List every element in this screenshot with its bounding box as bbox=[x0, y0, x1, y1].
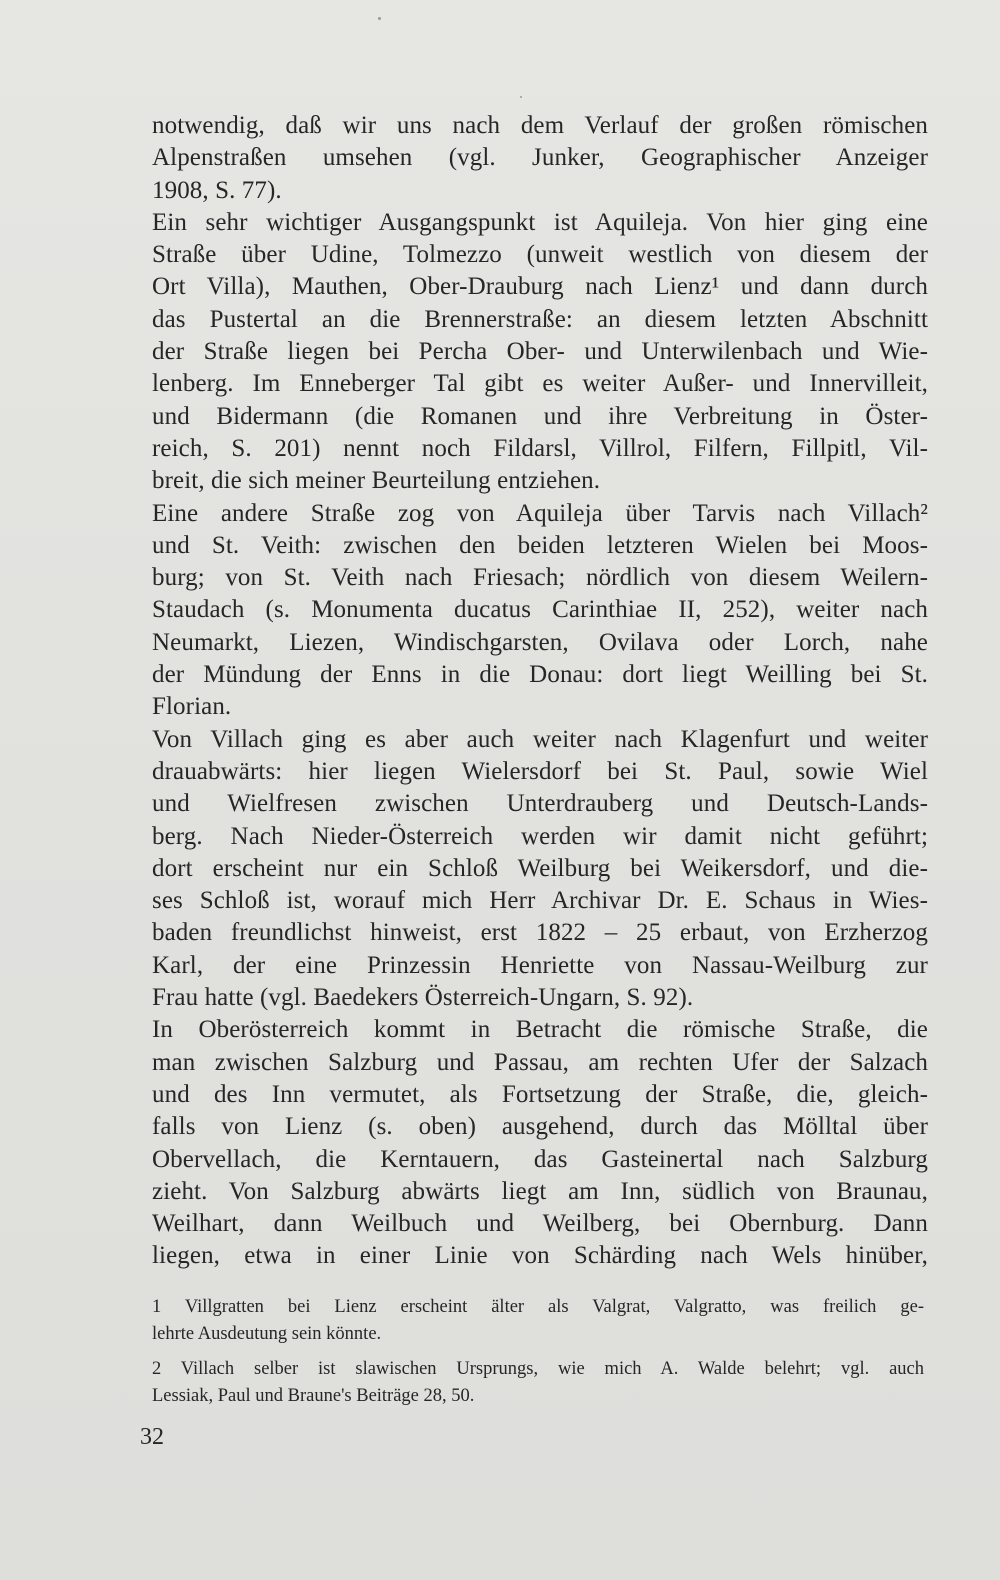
text-line: berg. Nach Nieder-Österreich werden wir damit nicht geführt; bbox=[152, 822, 928, 850]
body-text bbox=[152, 110, 928, 1273]
text-line: Staudach (s. Monumenta ducatus Carinthiae II, 252), weiter nach bbox=[152, 596, 928, 624]
text-line: das Pustertal an die Brennerstraße: an diesem letzten Abschnitt bbox=[152, 305, 928, 333]
text-line: dort erscheint nur ein Schloß Weilburg bei Weikersdorf, und die- bbox=[152, 854, 928, 882]
footnotes bbox=[152, 1294, 924, 1410]
footnote-gap bbox=[152, 1348, 924, 1356]
text-line: Frau hatte (vgl. Baedekers Österreich-Ungarn, S. 92). bbox=[152, 984, 694, 1012]
text-line: und St. Veith: zwischen den beiden letzteren Wielen bei Moos- bbox=[152, 531, 928, 559]
text-line: man zwischen Salzburg und Passau, am rechten Ufer der Salzach bbox=[152, 1048, 928, 1076]
text-line: Eine andere Straße zog von Aquileja über Tarvis nach Villach² bbox=[152, 499, 928, 527]
text-line: falls von Lienz (s. oben) ausgehend, durch das Mölltal über bbox=[152, 1113, 928, 1141]
text-line: baden freundlichst hinweist, erst 1822 – 25 erbaut, von Erzherzog bbox=[152, 919, 928, 947]
text-line: notwendig, daß wir uns nach dem Verlauf der großen römischen bbox=[152, 112, 928, 139]
text-line: zieht. Von Salzburg abwärts liegt am Inn, südlich von Braunau, bbox=[152, 1177, 928, 1205]
paper-speck bbox=[520, 96, 522, 98]
text-line: lenberg. Im Enneberger Tal gibt es weiter Außer- und Innervilleit, bbox=[152, 370, 928, 398]
text-line: Karl, der eine Prinzessin Henriette von Nassau-Weilburg zur bbox=[152, 951, 928, 979]
text-line: Ein sehr wichtiger Ausgangspunkt ist Aquileja. Von hier ging eine bbox=[152, 208, 928, 236]
text-line: Ort Villa), Mauthen, Ober-Drauburg nach Lienz¹ und dann durch bbox=[152, 273, 928, 301]
footnote-line: Lessiak, Paul und Braune's Beiträge 28, 50. bbox=[152, 1386, 475, 1406]
text-line: der Mündung der Enns in die Donau: dort liegt Weilling bei St. bbox=[152, 661, 928, 689]
text-line: und Wielfresen zwischen Unterdrauberg und Deutsch-Lands- bbox=[152, 790, 928, 818]
text-line: ses Schloß ist, worauf mich Herr Archivar Dr. E. Schaus in Wies- bbox=[152, 887, 928, 915]
text-line: Alpenstraßen umsehen (vgl. Junker, Geographischer Anzeiger bbox=[152, 144, 928, 172]
text-line: Florian. bbox=[152, 693, 232, 721]
text-line: liegen, etwa in einer Linie von Schärding nach Wels hinüber, bbox=[152, 1242, 928, 1270]
text-line: Neumarkt, Liezen, Windischgarsten, Ovilava oder Lorch, nahe bbox=[152, 628, 928, 656]
paper-speck bbox=[378, 17, 381, 20]
text-line: Straße über Udine, Tolmezzo (unweit westlich von diesem der bbox=[152, 241, 928, 269]
text-line: breit, die sich meiner Beurteilung entziehen. bbox=[152, 467, 601, 495]
text-line: und Bidermann (die Romanen und ihre Verbreitung in Öster- bbox=[152, 402, 928, 430]
footnote-line: 2 Villach selber ist slawischen Ursprungs, wie mich A. Walde belehrt; vgl. auch bbox=[152, 1359, 924, 1379]
page-number: 32 bbox=[140, 1424, 164, 1450]
footnote-line: 1 Villgratten bei Lienz erscheint älter als Valgrat, Valgratto, was freilich ge- bbox=[152, 1297, 924, 1317]
footnote-line: lehrte Ausdeutung sein könnte. bbox=[152, 1324, 382, 1344]
text-line: Obervellach, die Kerntauern, das Gasteinertal nach Salzburg bbox=[152, 1145, 928, 1173]
text-line: 1908, S. 77). bbox=[152, 176, 282, 204]
text-line: drauabwärts: hier liegen Wielersdorf bei St. Paul, sowie Wiel bbox=[152, 757, 928, 785]
text-line: In Oberösterreich kommt in Betracht die römische Straße, die bbox=[152, 1016, 928, 1044]
text-line: burg; von St. Veith nach Friesach; nördlich von diesem Weilern- bbox=[152, 564, 928, 592]
text-line: Von Villach ging es aber auch weiter nach Klagenfurt und weiter bbox=[152, 725, 928, 753]
text-line: der Straße liegen bei Percha Ober- und Unterwilenbach und Wie- bbox=[152, 338, 928, 366]
text-line: reich, S. 201) nennt noch Fildarsl, Villrol, Filfern, Fillpitl, Vil- bbox=[152, 434, 928, 462]
text-line: und des Inn vermutet, als Fortsetzung der Straße, die, gleich- bbox=[152, 1080, 928, 1108]
text-line: Weilhart, dann Weilbuch und Weilberg, bei Obernburg. Dann bbox=[152, 1210, 928, 1238]
